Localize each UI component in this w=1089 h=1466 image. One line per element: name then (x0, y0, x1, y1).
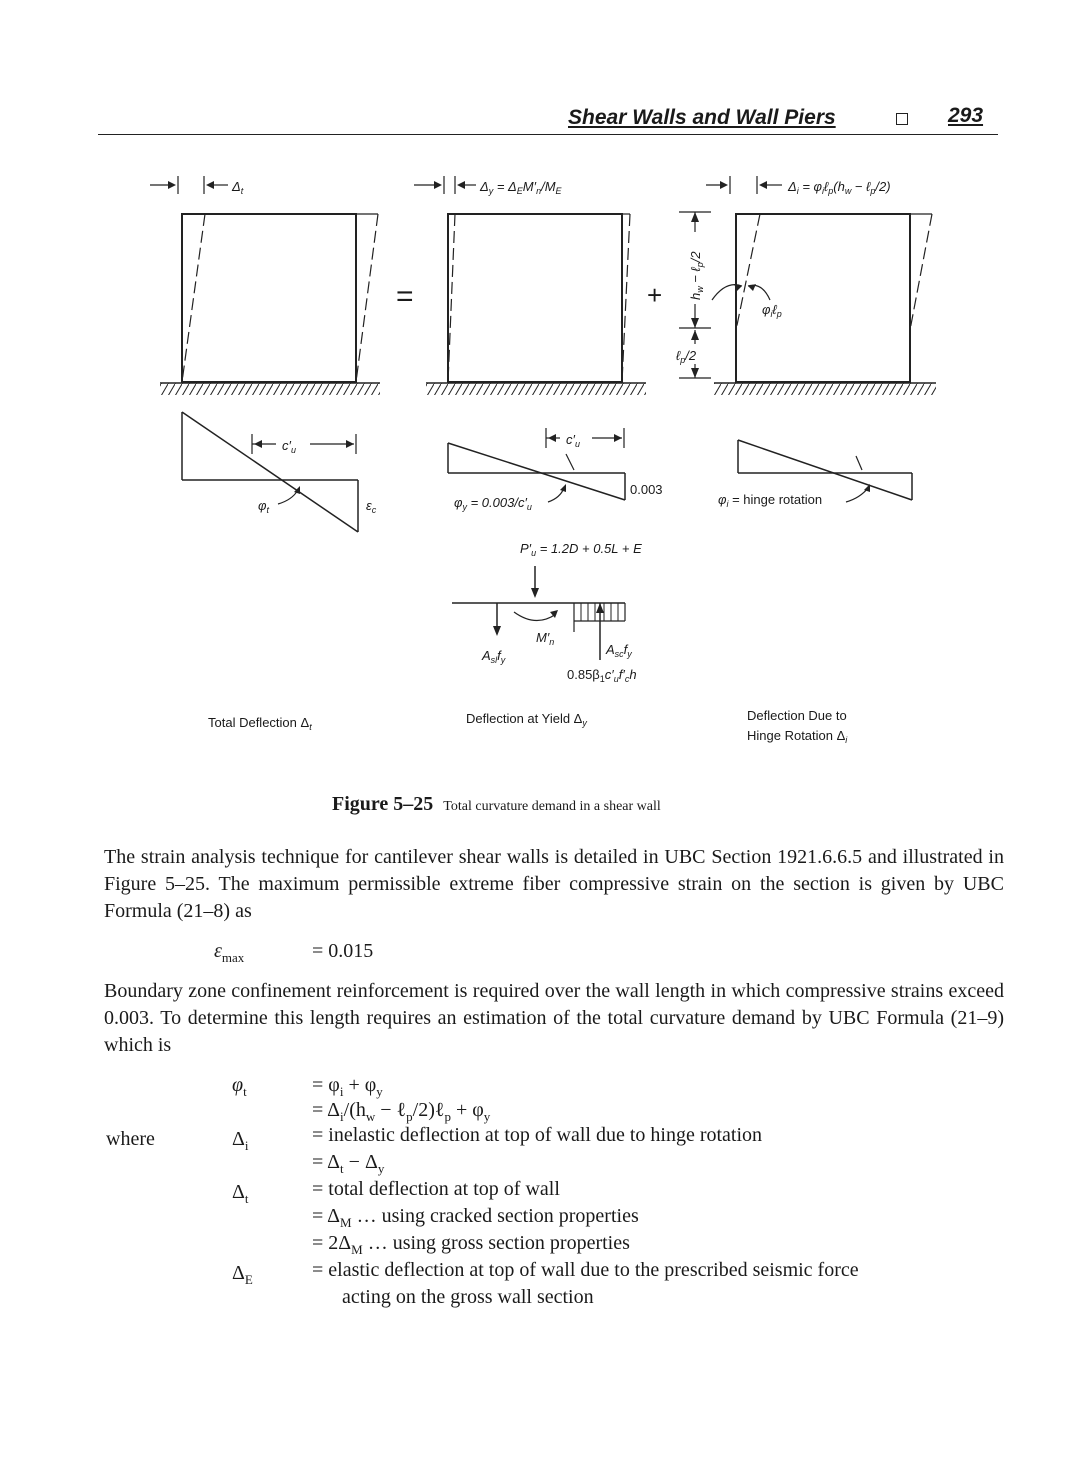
label-delta-y-top: $\Delta_y = \Delta_EM'_n/M_E$ (480, 179, 562, 196)
strain-diagram-yield (448, 428, 663, 512)
page-header (98, 100, 998, 135)
label-phi-lp: $\varphi_i\ell_p$ (762, 302, 782, 319)
label-pu-equation: $P'_u = 1.2D + 0.5L + E$ (520, 541, 642, 558)
label-delta-i-top: $\Delta_i$ = $\varphi_i\ell_p(h_w$ − ℓ$_p$/2) (788, 179, 891, 196)
strain-diagram-total (182, 412, 377, 532)
emax-symbol: $\varepsilon_{max}$ (214, 940, 245, 965)
label-phi-y: $\varphi_y = 0.003/c'_u$ (454, 495, 532, 512)
wall-hinge-deflection (706, 176, 936, 395)
subcaption-yield-deflection: Deflection at Yield $\Delta_y$ (466, 711, 587, 728)
figure-caption (332, 793, 661, 816)
wall-total-deflection (150, 176, 380, 395)
label-cu-1: $c'_u$ (282, 438, 296, 455)
eq-line-2: = $\Delta_i/(h_w$ − ℓ$_p$/2)ℓ$_p$ + $\varphi_y$ (312, 1099, 491, 1124)
label-asl-fy: $A_{sl}f_y$ (482, 648, 506, 665)
label-strain-0003: 0.003 (630, 482, 663, 497)
force-diagram (452, 541, 642, 684)
caption-number: Figure 5–25 (332, 793, 434, 815)
eq-line-8: = elastic deflection at top of wall due to the prescribed seismic force (312, 1259, 859, 1281)
equals-sign: = (396, 280, 414, 313)
subcaption-hinge-line1: Deflection Due to (747, 708, 847, 723)
wall-yield-deflection (414, 176, 646, 395)
delta-e-symbol: $\Delta_E$ (232, 1262, 253, 1287)
dimension-lines (676, 212, 711, 378)
header-square-icon (896, 113, 908, 125)
running-title: Shear Walls and Wall Piers (568, 106, 836, 129)
paragraph-2: Boundary zone confinement reinforcement is required over the wall length in which compressive strains exceed 0.003. To determine this length requires an estimation of the total curvature demand by UBC Formula (21–9) which is (104, 980, 1004, 1056)
caption-text: Total curvature demand in a shear wall (443, 799, 661, 814)
paragraph-1: The strain analysis technique for cantilever shear walls is detailed in UBC Section 1921.6.6.5 and illustrated in Figure 5–25. The maximum permissible extreme fiber compressive strain on the section is given by UBC Formula (21–8) as (104, 846, 1004, 922)
equation-emax (214, 940, 374, 966)
subcaption-total-deflection: Total Deflection $\Delta_t$ (208, 715, 312, 732)
plus-sign: + (647, 280, 663, 310)
eq-line-9: acting on the gross wall section (342, 1286, 594, 1308)
label-lp2: ℓ$_p$/2 (676, 348, 697, 365)
eq-line-7: = $2\Delta_M$ … using gross section properties (312, 1232, 630, 1257)
emax-value: = 0.015 (312, 940, 374, 962)
eq-line-5: = total deflection at top of wall (312, 1178, 560, 1200)
eq-line-4: = $\Delta_t - \Delta_y$ (312, 1151, 385, 1176)
label-eps-c: $\varepsilon_c$ (366, 498, 377, 515)
label-mn: $M'_n$ (536, 630, 555, 647)
subcaption-hinge-line2: Hinge Rotation $\Delta_i$ (747, 728, 848, 745)
label-asc-fy: $A_{sc}f_y$ (606, 642, 632, 659)
strain-diagram-hinge (718, 440, 912, 509)
label-cu-2: $c'_u$ (566, 432, 580, 449)
label-phi-t: $\varphi_t$ (258, 498, 269, 515)
eq-line-3: = inelastic deflection at top of wall due to hinge rotation (312, 1124, 763, 1146)
figure-5-25 (0, 150, 1089, 790)
page-number: 293 (948, 104, 984, 127)
delta-i-symbol: $\Delta_i$ (232, 1128, 249, 1153)
label-phi-i: $\varphi_i$ = hinge rotation (718, 492, 823, 509)
eq-line-6: = $\Delta_M$ … using cracked section properties (312, 1205, 639, 1230)
delta-t-symbol: $\Delta_t$ (232, 1181, 249, 1206)
where-label: where (106, 1128, 155, 1150)
label-hw-lp2: $h_w$ − ℓ$_p$/2 (688, 251, 705, 300)
label-stress-block: $0.85\beta_1c'_uf'_ch$ (567, 667, 637, 684)
phi-t-symbol: $\varphi_t$ (232, 1074, 247, 1099)
eq-line-1: = $\varphi_i + \varphi_y$ (312, 1074, 383, 1099)
label-delta-t-top: $\Delta_t$ (232, 179, 244, 196)
